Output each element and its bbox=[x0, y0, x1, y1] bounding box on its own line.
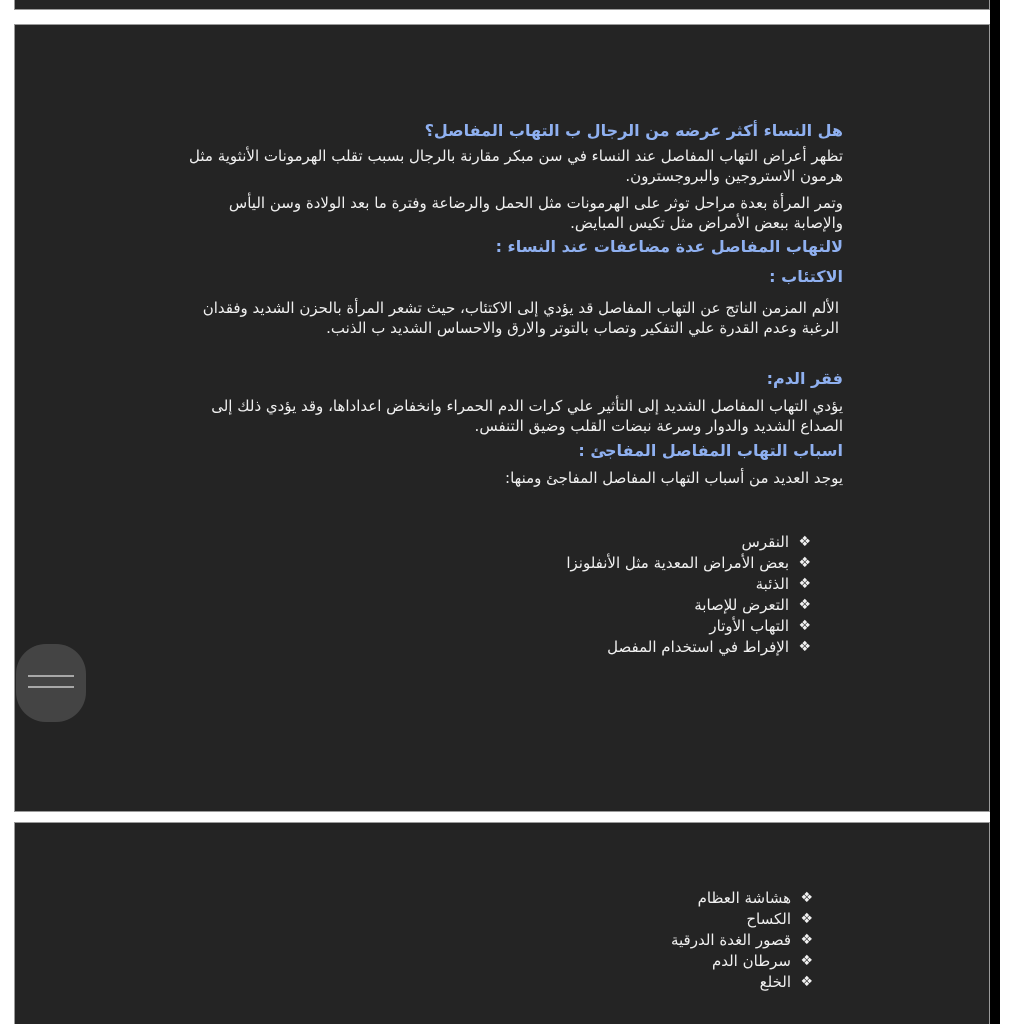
diamond-bullet-icon: ❖ bbox=[798, 576, 811, 592]
paragraph-causes-intro: يوجد العديد من أسباب التهاب المفاصل المفاجئ ومنها: bbox=[505, 469, 843, 487]
diamond-bullet-icon: ❖ bbox=[800, 953, 813, 969]
paragraph-hormones: تظهر أعراض التهاب المفاصل عند النساء في سن مبكر مقارنة بالرجال بسبب تقلب الهرمونات الأنثوية مثل هرمون الاستروجين والبروجسترون. bbox=[189, 147, 843, 185]
diamond-bullet-icon: ❖ bbox=[798, 618, 811, 634]
diamond-bullet-icon: ❖ bbox=[798, 639, 811, 655]
diamond-bullet-icon: ❖ bbox=[798, 534, 811, 550]
paragraph-life-stages: وتمر المرأة بعدة مراحل توثر على الهرمونات مثل الحمل والرضاعة وفترة ما بعد الولادة وسن اليأس والإصابة ببعض الأمراض مثل تكيس المبايض. bbox=[228, 194, 843, 232]
heading-anemia: فقر الدم: bbox=[766, 369, 843, 388]
menu-line-icon bbox=[28, 675, 74, 677]
list-item: ❖ الإفراط في استخدام المفصل bbox=[607, 638, 811, 656]
list-item: ❖ الخلع bbox=[759, 973, 813, 991]
list-item: ❖ التهاب الأوتار bbox=[709, 617, 811, 635]
viewer-right-edge bbox=[990, 0, 1000, 1024]
diamond-bullet-icon: ❖ bbox=[800, 890, 813, 906]
list-item: ❖ النقرس bbox=[741, 533, 811, 551]
diamond-bullet-icon: ❖ bbox=[798, 597, 811, 613]
heading-complications: لالتهاب المفاصل عدة مضاعفات عند النساء : bbox=[495, 237, 843, 256]
previous-page-edge bbox=[14, 0, 990, 10]
causes-list bbox=[183, 532, 813, 658]
diamond-bullet-icon: ❖ bbox=[798, 555, 811, 571]
page-2-content bbox=[183, 888, 843, 993]
list-item: ❖ الذئبة bbox=[755, 575, 811, 593]
menu-line-icon bbox=[28, 686, 74, 688]
diamond-bullet-icon: ❖ bbox=[800, 932, 813, 948]
conditions-list bbox=[183, 888, 815, 993]
list-item: ❖ سرطان الدم bbox=[711, 952, 813, 970]
page-1-content bbox=[183, 120, 843, 658]
diamond-bullet-icon: ❖ bbox=[800, 911, 813, 927]
list-item: ❖ التعرض للإصابة bbox=[694, 596, 811, 614]
diamond-bullet-icon: ❖ bbox=[800, 974, 813, 990]
list-item: ❖ قصور الغدة الدرقية bbox=[670, 931, 813, 949]
heading-depression: الاكتئاب : bbox=[769, 267, 843, 286]
document-page-2 bbox=[14, 822, 990, 1024]
heading-women-risk: هل النساء أكثر عرضه من الرجال ب التهاب المفاصل؟ bbox=[424, 121, 843, 140]
side-menu-handle[interactable] bbox=[16, 644, 86, 722]
heading-sudden-causes: اسباب التهاب المفاصل المفاجئ : bbox=[578, 441, 843, 460]
list-item: ❖ بعض الأمراض المعدية مثل الأنفلونزا bbox=[566, 554, 811, 572]
paragraph-anemia: يؤدي التهاب المفاصل الشديد إلى التأثير علي كرات الدم الحمراء وانخفاض اعداداها، وقد يؤدي ذلك إلى الصداع الشديد والدوار وسرعة نبضات القلب وضيق التنفس. bbox=[211, 397, 843, 435]
list-item: ❖ الكساح bbox=[746, 910, 813, 928]
document-page-1 bbox=[14, 24, 990, 812]
list-item: ❖ هشاشة العظام bbox=[697, 889, 813, 907]
paragraph-depression: الألم المزمن الناتج عن التهاب المفاصل قد يؤدي إلى الاكتئاب، حيث تشعر المرأة بالحزن الشديد وفقدان الرغبة وعدم القدرة علي التفكير وتصاب بالتوتر والارق والاحساس الشديد ب الذنب. bbox=[202, 299, 839, 337]
